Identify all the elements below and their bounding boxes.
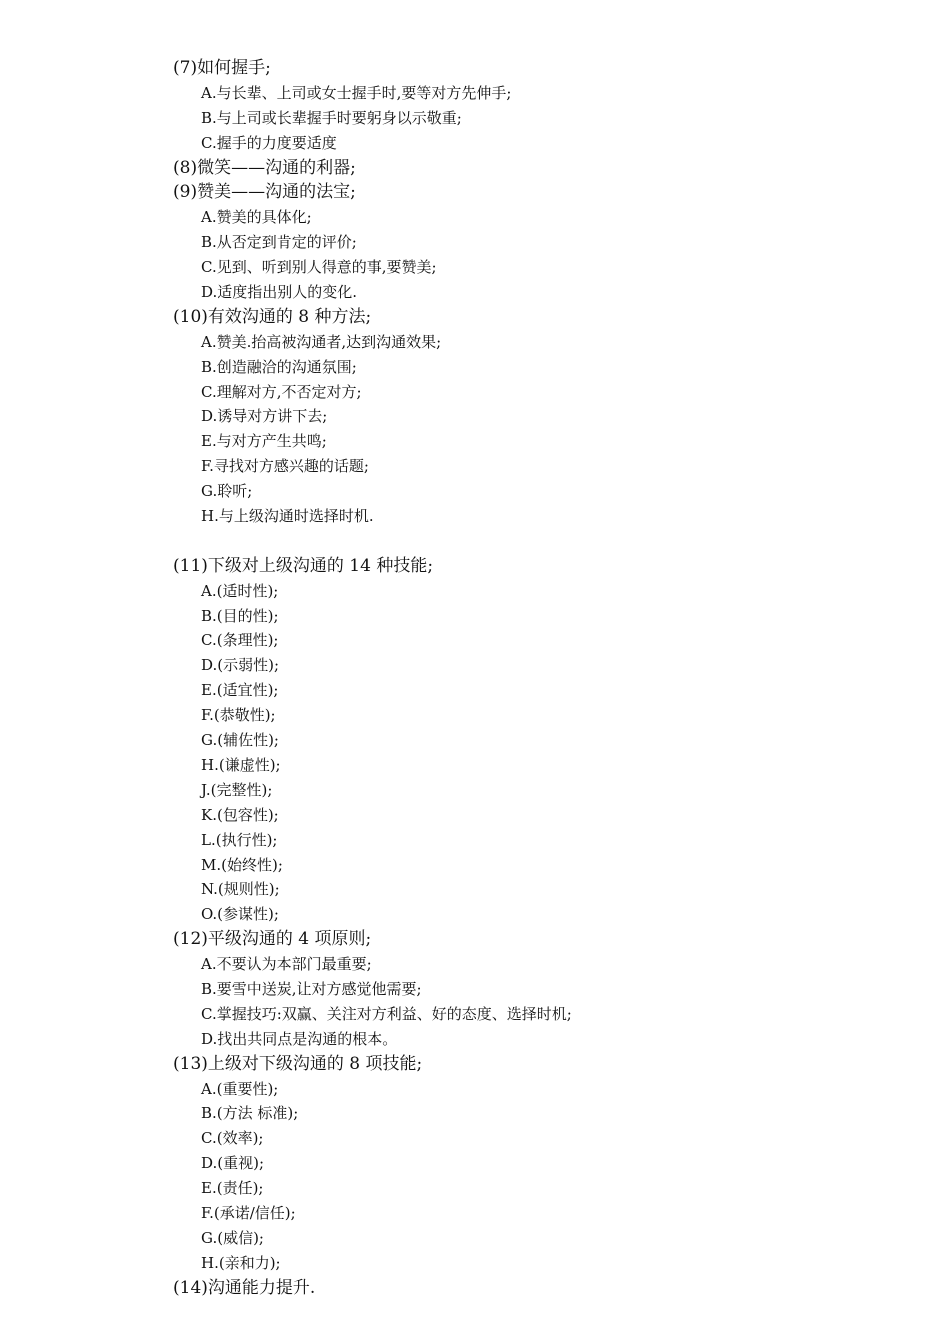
list-item: A.(适时性); <box>201 581 279 600</box>
list-item: C.理解对方,不否定对方; <box>201 382 362 401</box>
list-item: E.与对方产生共鸣; <box>201 432 327 451</box>
section-heading: (8)微笑——沟通的利器; <box>173 157 356 178</box>
section-heading: (13)上级对下级沟通的 8 项技能; <box>173 1053 423 1074</box>
list-item: F.(承诺/信任); <box>201 1203 296 1222</box>
list-item: M.(始终性); <box>201 855 283 874</box>
list-item: K.(包容性); <box>201 805 279 824</box>
list-item: C.(效率); <box>201 1129 264 1148</box>
list-item: D.找出共同点是沟通的根本。 <box>201 1029 398 1048</box>
section-heading: (14)沟通能力提升. <box>173 1277 316 1298</box>
list-item: O.(参谋性); <box>201 905 279 924</box>
section-heading: (12)平级沟通的 4 项原则; <box>173 929 372 950</box>
list-item: F.(恭敬性); <box>201 706 276 725</box>
list-item: A.赞美的具体化; <box>201 208 312 227</box>
list-item: A.赞美.抬高被沟通者,达到沟通效果; <box>201 332 442 351</box>
list-item: G.(辅佐性); <box>201 731 279 750</box>
list-item: F.寻找对方感兴趣的话题; <box>201 457 369 476</box>
list-item: B.(目的性); <box>201 606 279 625</box>
list-item: C.握手的力度要适度 <box>201 133 337 152</box>
section-heading: (11)下级对上级沟通的 14 种技能; <box>173 555 434 576</box>
list-item: B.从否定到肯定的评价; <box>201 233 357 252</box>
list-item: E.(责任); <box>201 1179 264 1198</box>
list-item: G.(威信); <box>201 1228 264 1247</box>
list-item: N.(规则性); <box>201 880 280 899</box>
list-item: D.(示弱性); <box>201 656 280 675</box>
list-item: B.要雪中送炭,让对方感觉他需要; <box>201 979 422 998</box>
list-item: B.与上司或长辈握手时要躬身以示敬重; <box>201 108 462 127</box>
list-item: H.(亲和力); <box>201 1253 281 1272</box>
list-item: B.(方法 标准); <box>201 1104 299 1123</box>
list-item: E.(适宜性); <box>201 681 279 700</box>
section-heading: (10)有效沟通的 8 种方法; <box>173 306 372 327</box>
section-heading: (7)如何握手; <box>173 58 271 78</box>
list-item: D.诱导对方讲下去; <box>201 407 328 426</box>
list-item: C.(条理性); <box>201 631 279 650</box>
list-item: A.与长辈、上司或女士握手时,要等对方先伸手; <box>201 83 512 102</box>
blank-line <box>0 529 950 554</box>
list-item: D.(重视); <box>201 1154 265 1173</box>
list-item: C.见到、听到别人得意的事,要赞美; <box>201 258 437 277</box>
list-item: H.与上级沟通时选择时机. <box>201 507 374 526</box>
list-item: L.(执行性); <box>201 830 278 849</box>
list-item: B.创造融洽的沟通氛围; <box>201 357 357 376</box>
list-item: D.适度指出别人的变化. <box>201 283 358 302</box>
document-page <box>0 56 950 1301</box>
list-item: J.(完整性); <box>201 780 273 799</box>
section-heading: (9)赞美——沟通的法宝; <box>173 182 356 203</box>
list-item: C.掌握技巧:双赢、关注对方利益、好的态度、选择时机; <box>201 1004 572 1023</box>
list-item: G.聆听; <box>201 482 253 501</box>
list-item: A.(重要性); <box>201 1079 279 1098</box>
list-item: A.不要认为本部门最重要; <box>201 955 372 974</box>
list-item: H.(谦虚性); <box>201 755 281 774</box>
